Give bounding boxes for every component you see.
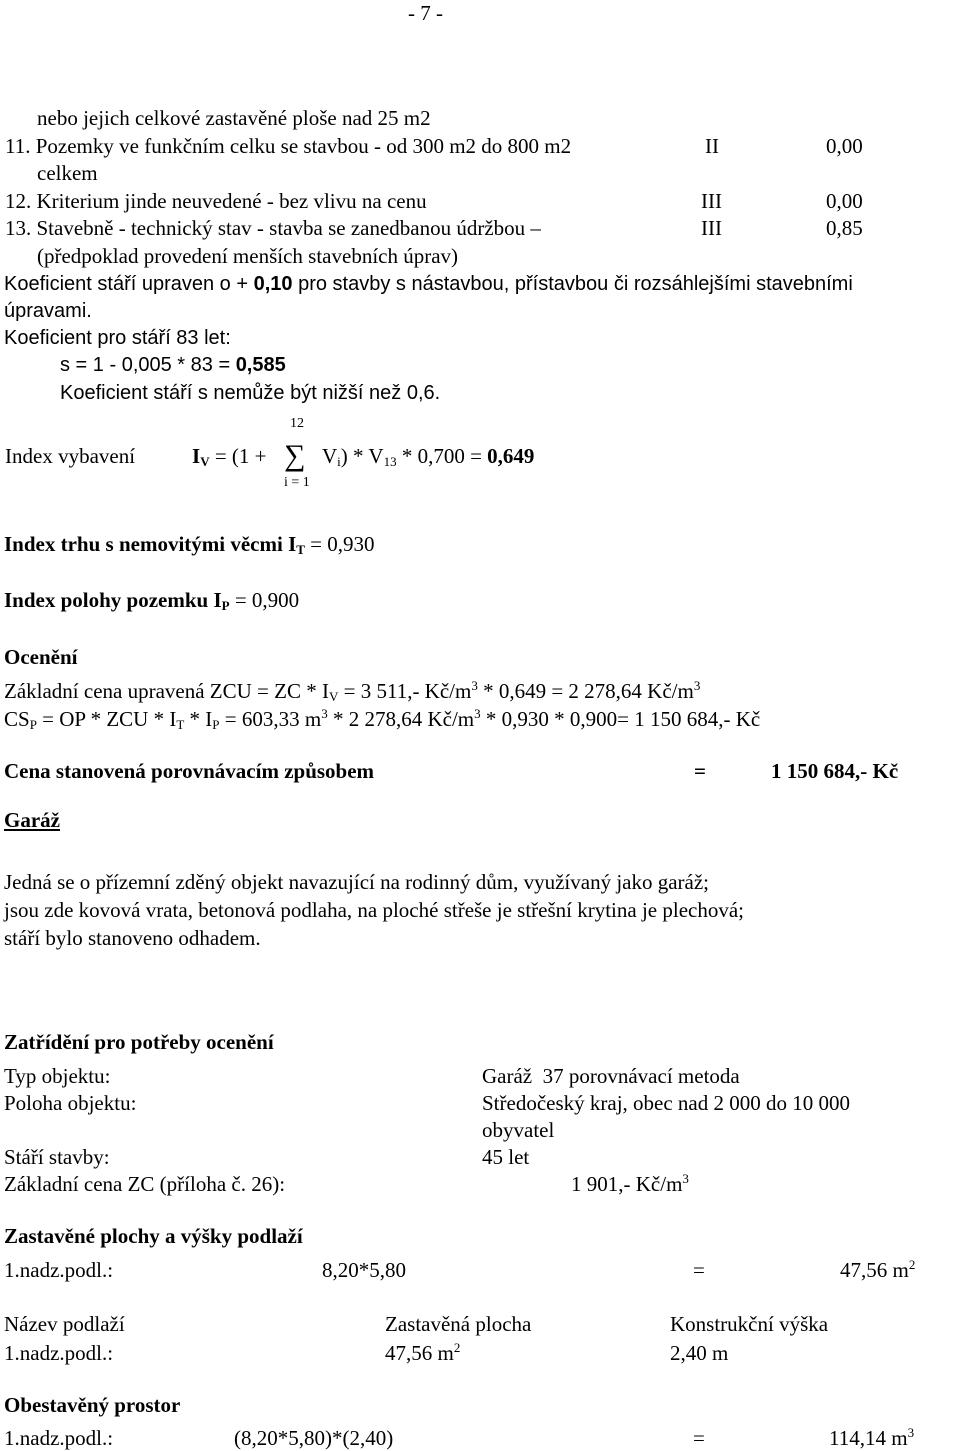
item-11-text: 11. Pozemky ve funkčním celku se stavbou - od 300 m2 do 800 m2 <box>5 134 572 158</box>
iv-eq3: * 0,700 = <box>396 444 488 468</box>
table-row-name: 1.nadz.podl.: <box>4 1341 114 1365</box>
index-vybaveni-formula <box>192 446 267 467</box>
iv-result: 0,649 <box>487 444 535 468</box>
index-trhu-value: = 0,930 <box>304 532 375 556</box>
table-header-height: Konstrukční výška <box>670 1312 829 1336</box>
oceneni-heading: Ocenění <box>4 645 78 669</box>
typ-value: Garáž 37 porovnávací metoda <box>482 1064 740 1088</box>
sum-lower-limit: i = 1 <box>284 475 310 490</box>
table-header-area: Zastavěná plocha <box>385 1312 532 1336</box>
garaz-heading: Garáž <box>4 808 60 832</box>
zastavene-row-value-text: 47,56 m <box>840 1258 909 1282</box>
zcu-sub: V <box>328 689 339 704</box>
stari-value: 45 let <box>482 1145 530 1169</box>
zcu-sup2: 3 <box>693 678 701 693</box>
zastavene-row-value <box>840 1257 916 1282</box>
csp-a: CS <box>4 707 30 731</box>
sigma-symbol: ∑ <box>284 439 306 472</box>
age-adjustment-d: úpravami. <box>4 300 92 322</box>
item-13-continuation: (předpoklad provedení menších stavebních úprav) <box>37 244 459 268</box>
obestaveny-row-label: 1.nadz.podl.: <box>4 1426 114 1450</box>
table-header-name: Název podlaží <box>4 1312 125 1336</box>
age-coefficient-label: Koeficient pro stáří 83 let: <box>4 327 231 349</box>
age-adjustment-a: Koeficient stáří upraven o + <box>4 273 254 295</box>
age-adjustment <box>4 274 853 294</box>
zc-value-text: 1 901,- Kč/m <box>571 1172 683 1196</box>
csp-sub2: T <box>176 717 185 732</box>
typ-label: Typ objektu: <box>4 1064 111 1088</box>
age-formula-result: 0,585 <box>235 354 286 376</box>
obestaveny-heading: Obestavěný prostor <box>4 1393 181 1417</box>
csp-sub3: P <box>212 717 220 732</box>
table-row-area <box>385 1340 461 1365</box>
zcu-sup1: 3 <box>471 678 478 693</box>
index-trhu-text: Index trhu s nemovitými věcmi I <box>4 532 297 556</box>
csp-c: * I <box>184 707 213 731</box>
zcu-c: * 0,649 = 2 278,64 Kč/m <box>477 679 694 703</box>
zastavene-row-formula: 8,20*5,80 <box>322 1258 406 1282</box>
item-12-class: III <box>701 189 722 213</box>
age-formula <box>60 355 286 375</box>
poloha-label: Poloha objektu: <box>4 1091 137 1115</box>
obestaveny-row-equals: = <box>693 1426 705 1450</box>
zatrideni-heading: Zatřídění pro potřeby ocenění <box>4 1030 274 1054</box>
item-11-continuation: celkem <box>37 161 98 185</box>
vi-subscript: i <box>337 454 341 469</box>
table-row-height: 2,40 m <box>670 1341 729 1365</box>
zc-value <box>571 1171 689 1196</box>
age-adjustment-b: 0,10 <box>253 273 293 295</box>
zc-label: Základní cena ZC (příloha č. 26): <box>4 1172 286 1196</box>
stari-label: Stáří stavby: <box>4 1145 110 1169</box>
csp-d: = 603,33 m <box>219 707 322 731</box>
item-13-class: III <box>701 216 722 240</box>
obestaveny-row-value-sup: 3 <box>907 1425 915 1440</box>
poloha-value-1: Středočeský kraj, obec nad 2 000 do 10 000 <box>482 1091 851 1115</box>
iv-eq2: ) * V <box>340 444 384 468</box>
index-trhu <box>4 534 375 555</box>
iv-subscript: V <box>200 454 210 469</box>
csp-e: * 2 278,64 Kč/m <box>327 707 475 731</box>
zcu-a: Základní cena upravená ZCU = ZC * I <box>4 679 329 703</box>
garaz-paragraph-3: stáří bylo stanoveno odhadem. <box>4 926 261 950</box>
v13-subscript: 13 <box>383 454 397 469</box>
list-line-1: nebo jejich celkové zastavěné ploše nad 25 m2 <box>37 106 431 130</box>
garaz-paragraph-2: jsou zde kovová vrata, betonová podlaha, na ploché střeše je střešní krytina je plechová; <box>4 898 745 922</box>
csp-f: * 0,930 * 0,900= 1 150 684,- Kč <box>480 707 761 731</box>
csp-sup2: 3 <box>474 706 481 721</box>
page-number: - 7 - <box>408 1 443 25</box>
zcu-line <box>4 678 701 704</box>
age-formula-text: s = 1 - 0,005 * 83 = <box>60 354 236 376</box>
csp-sub1: P <box>29 717 37 732</box>
table-row-area-text: 47,56 m <box>385 1341 454 1365</box>
zastavene-row-equals: = <box>693 1258 705 1282</box>
poloha-value-2: obyvatel <box>482 1118 555 1142</box>
zcu-b: = 3 511,- Kč/m <box>338 679 472 703</box>
iv-symbol: I <box>192 444 201 468</box>
item-11-value: 0,00 <box>826 134 863 158</box>
index-trhu-sub: T <box>296 542 305 557</box>
item-11-class: II <box>705 134 719 158</box>
index-polohy-text: Index polohy pozemku I <box>4 588 222 612</box>
obestaveny-row-value <box>829 1425 915 1450</box>
age-adjustment-c: pro stavby s nástavbou, přístavbou či rozsáhlejšími stavebními <box>292 273 853 295</box>
index-polohy <box>4 590 299 611</box>
vi-symbol: V <box>322 444 338 468</box>
index-polohy-value: = 0,900 <box>229 588 300 612</box>
cena-equals: = <box>694 759 706 783</box>
csp-sup1: 3 <box>321 706 328 721</box>
item-13-text: 13. Stavebně - technický stav - stavba se zanedbanou údržbou – <box>5 216 541 240</box>
item-12-value: 0,00 <box>826 189 863 213</box>
index-vybaveni-label: Index vybavení <box>5 444 136 468</box>
zc-value-sup: 3 <box>682 1171 689 1186</box>
zastavene-row-value-sup: 2 <box>908 1257 916 1272</box>
sum-upper-limit: 12 <box>290 416 304 431</box>
index-polohy-sub: P <box>221 598 230 613</box>
obestaveny-row-value-text: 114,14 m <box>829 1426 908 1450</box>
zastavene-row-label: 1.nadz.podl.: <box>4 1258 114 1282</box>
index-vybaveni-formula-rest <box>322 446 534 467</box>
item-12-text: 12. Kriterium jinde neuvedené - bez vlivu na cenu <box>5 189 427 213</box>
table-row-area-sup: 2 <box>453 1340 461 1355</box>
zastavene-heading: Zastavěné plochy a výšky podlaží <box>4 1224 303 1248</box>
garaz-paragraph-1: Jedná se o přízemní zděný objekt navazující na rodinný dům, využívaný jako garáž; <box>4 870 710 894</box>
cena-label: Cena stanovená porovnávacím způsobem <box>4 759 375 783</box>
obestaveny-row-formula: (8,20*5,80)*(2,40) <box>234 1426 394 1450</box>
iv-eq1: = (1 + <box>209 444 267 468</box>
age-note: Koeficient stáří s nemůže být nižší než 0,6. <box>60 382 441 404</box>
cena-value: 1 150 684,- Kč <box>771 759 899 783</box>
csp-b: = OP * ZCU * I <box>36 707 177 731</box>
csp-line <box>4 706 761 732</box>
item-13-value: 0,85 <box>826 216 863 240</box>
